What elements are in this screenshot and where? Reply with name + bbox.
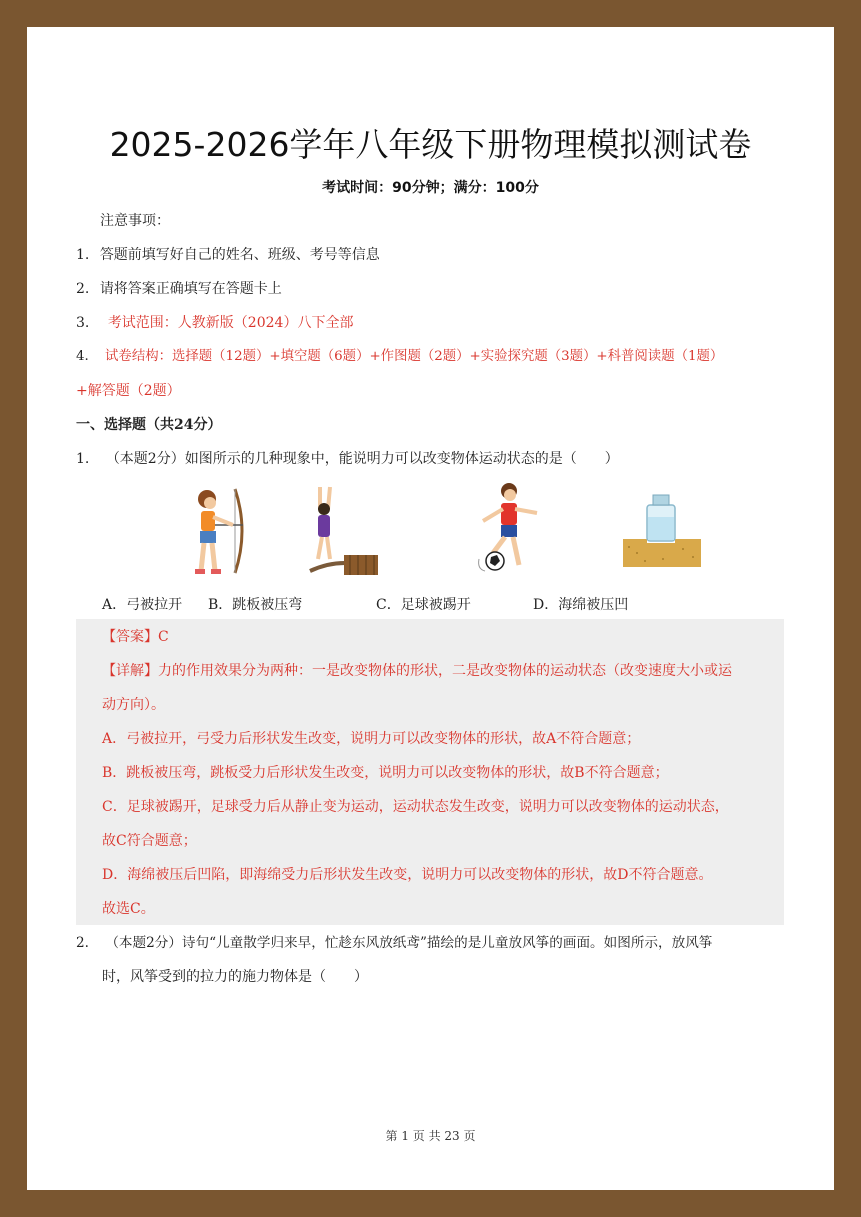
detail-line-8: 故选C。 <box>102 901 155 917</box>
detail-line-6: 故C符合题意； <box>102 833 197 849</box>
note-item-4-continued: +解答题（2题） <box>76 383 181 399</box>
section-heading: 一、选择题（共24分） <box>76 417 222 433</box>
question-text: （本题2分）如图所示的几种现象中，能说明力可以改变物体运动状态的是（ ） <box>105 451 619 467</box>
answer-label: 【答案】 <box>102 629 158 645</box>
detail-line-3: A．弓被拉开，弓受力后形状发生改变，说明力可以改变物体的形状，故A不符合题意； <box>102 731 641 747</box>
springboard-figure <box>306 485 382 577</box>
note-text: 试卷结构：选择题（12题）+填空题（6题）+作图题（2题）+实验探究题（3题）+科普阅读题（1题） <box>105 349 724 364</box>
note-text: 考试范围：人教新版（2024）八下全部 <box>107 315 354 331</box>
question-2-continued: 时，风筝受到的拉力的施力物体是（ ） <box>102 969 368 985</box>
note-item-1 <box>76 245 380 265</box>
note-text: 答题前填写好自己的姓名、班级、考号等信息 <box>99 247 380 263</box>
question-number: 2. <box>76 935 89 951</box>
option-a: A．弓被拉开 <box>102 597 183 613</box>
sponge-bottle-figure <box>623 493 703 569</box>
detail-text: 力的作用效果分为两种：一是改变物体的形状，二是改变物体的运动状态（改变速度大小或运 <box>158 663 732 679</box>
answer-line <box>102 627 169 647</box>
note-number: 1. <box>76 247 90 263</box>
exam-page <box>27 27 834 1190</box>
answer-value: C <box>158 629 169 645</box>
football-figure <box>473 481 545 573</box>
archer-figure <box>185 485 251 577</box>
question-number: 1. <box>76 451 90 467</box>
detail-line-5: C．足球被踢开，足球受力后从静止变为运动，运动状态发生改变，说明力可以改变物体的运动状态， <box>102 799 729 815</box>
detail-label: 【详解】 <box>102 663 158 679</box>
question-1 <box>76 449 619 469</box>
detail-line-1 <box>102 661 732 681</box>
question-text: （本题2分）诗句“儿童散学归来早，忙趁东风放纸鸢”描绘的是儿童放风筝的画面。如图所示，放风筝 <box>105 935 713 951</box>
notes-heading: 注意事项： <box>100 213 170 229</box>
detail-line-4: B．跳板被压弯，跳板受力后形状发生改变，说明力可以改变物体的形状，故B不符合题意； <box>102 765 669 781</box>
option-b: B．跳板被压弯 <box>208 597 303 613</box>
note-number: 3. <box>76 315 90 331</box>
note-number: 4. <box>76 349 89 364</box>
detail-line-7: D．海绵被压后凹陷，即海绵受力后形状发生改变，说明力可以改变物体的形状，故D不符合题意。 <box>102 867 713 883</box>
note-item-2 <box>76 279 282 299</box>
question-2 <box>76 933 712 953</box>
page-number-footer: 第 1 页 共 23 页 <box>385 1129 476 1143</box>
note-text: 请将答案正确填写在答题卡上 <box>99 281 282 297</box>
detail-line-2: 动方向）。 <box>102 697 165 713</box>
option-d: D．海绵被压凹 <box>533 597 629 613</box>
page-title: 2025-2026学年八年级下册物理模拟测试卷 <box>109 125 752 164</box>
exam-time-subtitle: 考试时间：90分钟；满分：100分 <box>322 180 539 196</box>
note-number: 2. <box>76 281 90 297</box>
note-item-3 <box>76 313 353 333</box>
option-c: C．足球被踢开 <box>376 597 471 613</box>
note-item-4 <box>76 347 723 367</box>
